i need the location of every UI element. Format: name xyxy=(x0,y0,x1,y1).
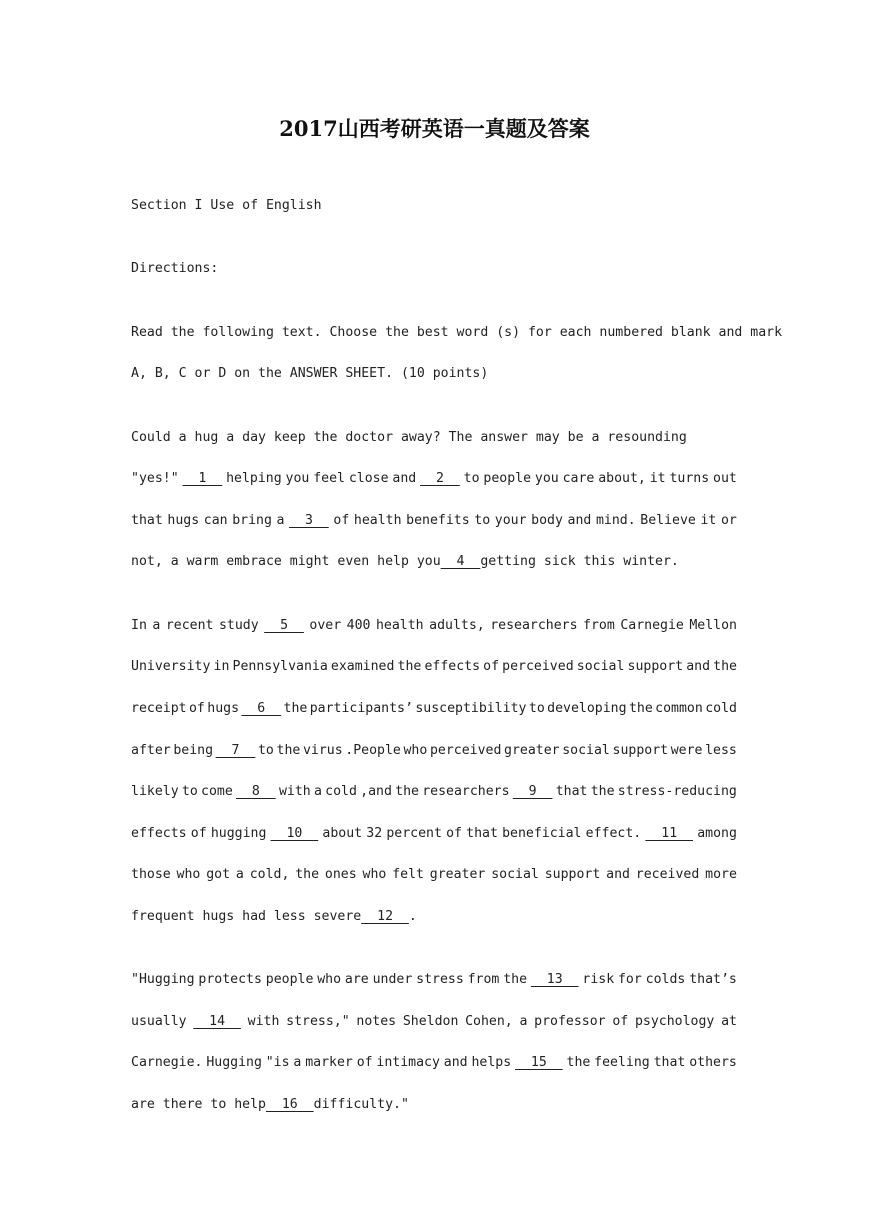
passage-line xyxy=(131,470,737,488)
passage-word: and xyxy=(567,513,592,528)
passage-word: a xyxy=(313,784,322,799)
passage-word: the xyxy=(283,701,308,716)
passage-word: examined xyxy=(330,659,395,674)
passage-word: that’s xyxy=(689,972,737,987)
passage-word: with xyxy=(278,784,311,799)
directions-line-1: Read the following text. Choose the best word (s) for each numbered blank and mark xyxy=(131,325,783,340)
numbered-blank: 6 xyxy=(241,701,282,716)
passage-word: those xyxy=(131,867,171,882)
passage-word: percent xyxy=(386,826,442,841)
numbered-blank: 16 xyxy=(265,1097,314,1112)
passage-word: who xyxy=(362,867,387,882)
passage-word: psychology xyxy=(634,1014,715,1029)
passage-word: Pennsylvania xyxy=(232,659,328,674)
passage-text: . xyxy=(408,909,417,924)
passage-line xyxy=(131,1096,737,1114)
passage-word: bring xyxy=(232,513,272,528)
passage-word: virus xyxy=(302,743,343,758)
passage-word: greater xyxy=(504,743,560,758)
passage-word: about, xyxy=(598,471,646,486)
passage-word: likely xyxy=(131,784,179,799)
passage-text: not, a warm embrace might even help you xyxy=(131,554,441,569)
passage-line xyxy=(131,658,737,676)
passage-word: from xyxy=(583,618,615,633)
passage-word: hugging xyxy=(210,826,267,841)
passage-word: colds xyxy=(645,972,686,987)
passage-word: "yes!" xyxy=(131,471,179,486)
passage-word: or xyxy=(720,513,737,528)
passage-word: the xyxy=(590,784,615,799)
passage-line xyxy=(131,866,737,884)
passage-word: helps xyxy=(471,1055,512,1070)
passage-word: at xyxy=(721,1014,737,1029)
passage-word: who xyxy=(176,867,201,882)
passage-word: with xyxy=(247,1014,280,1029)
passage-word: of xyxy=(612,1014,629,1029)
passage-word: under xyxy=(372,972,413,987)
passage-word: stress xyxy=(416,972,464,987)
numbered-blank: 4 xyxy=(440,554,481,569)
directions-line-2: A, B, C or D on the ANSWER SHEET. (10 points) xyxy=(131,366,489,381)
passage-word: beneficial xyxy=(502,826,582,841)
passage-line xyxy=(131,783,737,801)
passage-word: the xyxy=(295,867,320,882)
passage-word: turns xyxy=(669,471,710,486)
passage-word: your xyxy=(494,513,527,528)
passage-word: received xyxy=(635,867,700,882)
passage-word: perceived xyxy=(429,743,502,758)
passage-word: .People xyxy=(345,743,401,758)
numbered-blank: 13 xyxy=(530,972,579,987)
numbered-blank: 3 xyxy=(289,513,329,528)
passage-word: the xyxy=(628,701,653,716)
numbered-blank: 15 xyxy=(515,1055,563,1070)
passage-word: over xyxy=(309,618,342,633)
passage-word: of xyxy=(190,826,207,841)
passage-word: Cohen, xyxy=(465,1014,513,1029)
passage-word: that xyxy=(131,513,163,528)
passage-word: feel xyxy=(313,471,345,486)
passage-word: receipt xyxy=(131,701,187,716)
passage-word: are xyxy=(344,972,369,987)
passage-word: cold xyxy=(705,701,737,716)
passage-text: are there to help xyxy=(131,1097,266,1112)
passage-word: 400 xyxy=(346,618,371,633)
passage-word: that xyxy=(653,1055,686,1070)
passage-word: 32 xyxy=(366,826,383,841)
passage-word: a xyxy=(152,618,161,633)
passage-word: body xyxy=(531,513,563,528)
passage-word: mind. xyxy=(595,513,636,528)
passage-text: getting sick this winter. xyxy=(480,554,679,569)
passage-word: the xyxy=(713,659,737,674)
passage-word: health xyxy=(353,513,402,528)
passage-word: more xyxy=(705,867,737,882)
passage-word: you xyxy=(285,471,310,486)
passage-word: effects xyxy=(131,826,187,841)
passage-word: support xyxy=(627,659,684,674)
passage-word: cold xyxy=(325,784,357,799)
passage-word: ones xyxy=(324,867,357,882)
passage-line xyxy=(131,908,737,926)
passage-word: it xyxy=(649,471,666,486)
passage-line xyxy=(131,617,737,635)
passage-word: and xyxy=(686,659,711,674)
passage-word: "Hugging xyxy=(131,972,195,987)
passage-word: hugs xyxy=(207,701,240,716)
passage-line xyxy=(131,1013,737,1031)
passage-word: to xyxy=(463,471,480,486)
numbered-blank: 9 xyxy=(512,784,553,799)
directions-label: Directions: xyxy=(131,261,219,276)
passage-word: that xyxy=(555,784,588,799)
passage-word: were xyxy=(670,743,703,758)
passage-word: perceived xyxy=(502,659,574,674)
passage-word: stress-reducing xyxy=(617,784,737,799)
passage-word: health xyxy=(375,618,424,633)
passage-word: susceptibility xyxy=(415,701,527,716)
passage-word: about xyxy=(322,826,363,841)
passage-word: out xyxy=(713,471,737,486)
passage-word: people xyxy=(483,471,532,486)
passage-word: intimacy xyxy=(376,1055,440,1070)
passage-line xyxy=(131,971,737,989)
passage-word: and xyxy=(606,867,630,882)
passage-line xyxy=(131,512,737,530)
passage-word: from xyxy=(467,972,500,987)
passage-word: the xyxy=(395,784,419,799)
passage-word: support xyxy=(612,743,669,758)
passage-line xyxy=(131,553,737,571)
passage-word: got xyxy=(206,867,231,882)
passage-word: to xyxy=(528,701,545,716)
passage-word: social xyxy=(576,659,625,674)
passage-word: come xyxy=(201,784,233,799)
passage-word: that xyxy=(466,826,498,841)
passage-word: ,and xyxy=(360,784,392,799)
passage-word: others xyxy=(689,1055,737,1070)
passage-word: a xyxy=(519,1014,528,1029)
passage-word: recent xyxy=(165,618,214,633)
numbered-blank: 11 xyxy=(645,826,694,841)
passage-word: care xyxy=(562,471,595,486)
passage-word: after xyxy=(131,743,171,758)
passage-word: felt xyxy=(392,867,424,882)
passage-text: frequent hugs had less severe xyxy=(131,909,362,924)
passage-word: you xyxy=(534,471,559,486)
passage-word: Sheldon xyxy=(402,1014,459,1029)
passage-word: people xyxy=(265,972,314,987)
passage-word: effects xyxy=(424,659,481,674)
passage-word: participants’ xyxy=(309,701,413,716)
passage-line xyxy=(131,742,737,760)
passage-word: a xyxy=(235,867,244,882)
numbered-blank: 1 xyxy=(182,471,223,486)
passage-word: of xyxy=(333,513,350,528)
passage-word: to xyxy=(474,513,491,528)
passage-line xyxy=(131,429,737,447)
passage-word: developing xyxy=(547,701,627,716)
passage-word: being xyxy=(173,743,214,758)
passage-word: and xyxy=(443,1055,468,1070)
passage-word: Hugging xyxy=(206,1055,262,1070)
passage-word: of xyxy=(446,826,462,841)
passage-word: greater xyxy=(429,867,486,882)
passage-word: social xyxy=(562,743,610,758)
passage-word: stress," xyxy=(286,1014,350,1029)
passage-word: Mellon xyxy=(689,618,737,633)
passage-word: a xyxy=(276,513,285,528)
passage-word: helping xyxy=(226,471,282,486)
numbered-blank: 12 xyxy=(361,909,409,924)
passage-word: cold, xyxy=(249,867,290,882)
passage-word: feeling xyxy=(594,1055,650,1070)
passage-word: protects xyxy=(198,972,262,987)
passage-word: "is xyxy=(265,1055,290,1070)
passage-line xyxy=(131,825,737,843)
passage-word: social xyxy=(491,867,539,882)
passage-word: a xyxy=(293,1055,302,1070)
passage-word: researchers xyxy=(490,618,578,633)
passage-word: and xyxy=(392,471,417,486)
passage-word: support xyxy=(544,867,601,882)
numbered-blank: 5 xyxy=(264,618,304,633)
passage-word: less xyxy=(705,743,737,758)
passage-text: difficulty." xyxy=(313,1097,409,1112)
passage-word: of xyxy=(356,1055,373,1070)
passage-word: benefits xyxy=(406,513,470,528)
passage-word: who xyxy=(403,743,428,758)
passage-word: the xyxy=(276,743,301,758)
passage-word: notes xyxy=(356,1014,397,1029)
passage-word: hugs xyxy=(167,513,200,528)
passage-line xyxy=(131,1054,737,1072)
passage-word: the xyxy=(566,1055,591,1070)
passage-word: Carnegie xyxy=(620,618,684,633)
passage-word: common xyxy=(655,701,703,716)
numbered-blank: 14 xyxy=(193,1014,241,1029)
passage-word: the xyxy=(503,972,528,987)
passage-word: researchers xyxy=(422,784,510,799)
passage-word: for xyxy=(617,972,642,987)
passage-word: close xyxy=(348,471,389,486)
passage-word: who xyxy=(317,972,342,987)
passage-word: usually xyxy=(131,1014,187,1029)
passage-word: in xyxy=(213,659,230,674)
numbered-blank: 10 xyxy=(270,826,319,841)
passage-word: to xyxy=(181,784,198,799)
passage-word: to xyxy=(257,743,274,758)
numbered-blank: 2 xyxy=(420,471,460,486)
passage-line xyxy=(131,700,737,718)
passage-word: marker xyxy=(305,1055,353,1070)
passage-word: can xyxy=(203,513,228,528)
numbered-blank: 7 xyxy=(215,743,256,758)
passage-word: University xyxy=(131,659,211,674)
numbered-blank: 8 xyxy=(236,784,276,799)
passage-word: effect. xyxy=(585,826,642,841)
passage-word: of xyxy=(188,701,205,716)
document-title: 2017山西考研英语一真题及答案 xyxy=(279,116,590,141)
passage-word: of xyxy=(483,659,500,674)
passage-word: risk xyxy=(582,972,615,987)
passage-word: among xyxy=(697,826,737,841)
passage-word: it xyxy=(700,513,717,528)
passage-word: the xyxy=(397,659,422,674)
passage-text: Could a hug a day keep the doctor away? The answer may be a resounding xyxy=(131,430,687,445)
section-heading: Section I Use of English xyxy=(131,198,322,213)
passage-word: professor xyxy=(534,1014,606,1029)
passage-word: Believe xyxy=(640,513,696,528)
passage-word: study xyxy=(218,618,259,633)
passage-word: adults, xyxy=(429,618,485,633)
passage-word: Carnegie. xyxy=(131,1055,203,1070)
passage-word: In xyxy=(131,618,147,633)
